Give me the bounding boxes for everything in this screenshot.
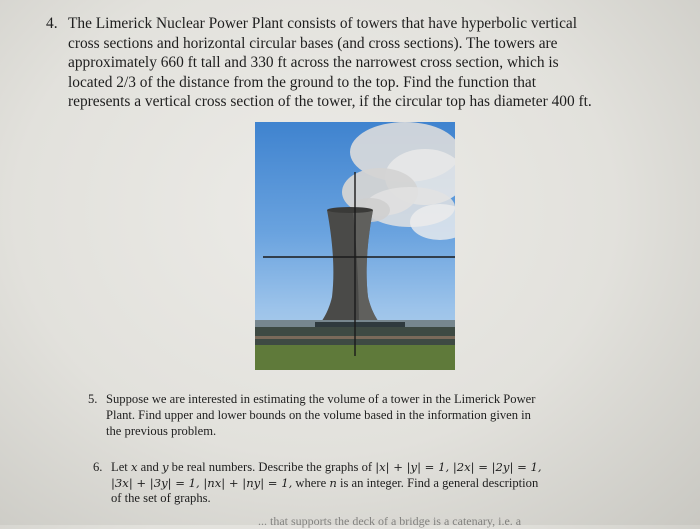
problem-6-text-fragment: Let bbox=[111, 460, 131, 474]
problem-6-text bbox=[111, 460, 653, 507]
equation: |3x| + |3y| = 1, |nx| + |ny| = 1, bbox=[111, 475, 293, 490]
cooling-tower-photo bbox=[255, 122, 455, 370]
variable-x: x bbox=[130, 460, 138, 474]
problem-6-text-fragment: be real numbers. Describe the graphs of bbox=[168, 460, 376, 474]
problem-4-line: approximately 660 ft tall and 330 ft across the narrowest cross section, which is bbox=[68, 54, 559, 72]
problem-6-number: 6. bbox=[93, 460, 103, 474]
problem-4-line: cross sections and horizontal circular bases (and cross sections). The towers are bbox=[68, 34, 558, 52]
cooling-tower-illustration bbox=[255, 122, 455, 370]
problem-6-line bbox=[111, 476, 653, 492]
variable-y: y bbox=[161, 460, 169, 474]
problem-4-text bbox=[68, 14, 676, 112]
problem-4-number: 4. bbox=[46, 15, 58, 32]
variable-n: n bbox=[329, 475, 337, 490]
cutoff-text: ... that supports the deck of a bridge is a catenary, i.e. a bbox=[258, 514, 522, 528]
problem-6-line: of the set of graphs. bbox=[111, 491, 211, 506]
problem-6 bbox=[93, 460, 653, 507]
problem-5-text bbox=[106, 392, 648, 439]
problem-5-line: Suppose we are interested in estimating the volume of a tower in the Limerick Power bbox=[106, 392, 536, 406]
equation: |x| + |y| = 1, |2x| = |2y| = 1, bbox=[375, 460, 542, 474]
problem-5 bbox=[88, 392, 648, 439]
problem-4-line: represents a vertical cross section of the tower, if the circular top has diameter 400 ft. bbox=[68, 93, 592, 111]
problem-4-line: The Limerick Nuclear Power Plant consists of towers that have hyperbolic vertical bbox=[68, 15, 578, 32]
problem-5-line: Plant. Find upper and lower bounds on the volume based in the information given in bbox=[106, 407, 531, 422]
problem-6-text-fragment: and bbox=[137, 460, 162, 474]
problem-6-line bbox=[111, 460, 653, 476]
problem-4-line: located 2/3 of the distance from the ground to the top. Find the function that bbox=[68, 73, 537, 91]
problem-6-text-fragment: where bbox=[292, 475, 330, 490]
problem-5-line: the previous problem. bbox=[106, 423, 217, 438]
problem-4 bbox=[46, 14, 676, 112]
cooling-tower bbox=[317, 210, 383, 328]
problem-5-number: 5. bbox=[88, 392, 98, 406]
problem-6-text-fragment: is an integer. Find a general description bbox=[336, 475, 539, 490]
